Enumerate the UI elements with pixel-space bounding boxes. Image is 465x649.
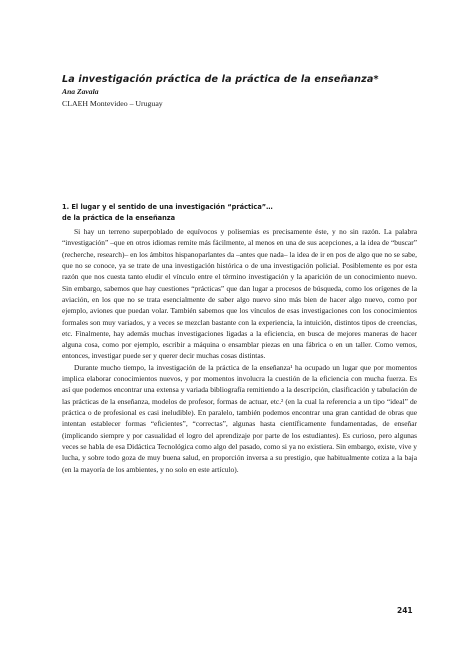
author-affiliation: CLAEH Montevideo – Uruguay: [62, 99, 163, 108]
paragraph-1: Si hay un terreno superpoblado de equívocos y polisemias es precisamente éste, y no sin razón. La palabra “investigación” –que en otros idiomas remite más fácilmente, al menos en una de sus acepciones, a la idea de “buscar” (recherche, research)– en los ámbitos hispanoparlantes da –antes que nada– la idea de ir en pos de algo que no se sabe, que no se conoce, ya se trate de una investigación histórica o de una investigación policial. Posiblemente es por esta razón que nos cuesta tanto eludir el vínculo entre el término investigación y la aparición de un conocimiento nuevo. Sin embargo, sabemos que hay cuestiones “prácticas” que dan lugar a procesos de búsqueda, como los orígenes de la aviación, en los que no se trata esencialmente de saber algo nuevo sino más bien de hacer algo nuevo, como por ejemplo, aviones que puedan volar. También sabemos que los vínculos de esas investigaciones con los conocimientos formales son muy variados, y a veces se mezclan bastante con la experiencia, la intuición, distintos tipos de creencias, etc. Finalmente, hay además muchas investigaciones ligadas a la eficiencia, en busca de mejores maneras de hacer alguna cosa, como por ejemplo, escribir a máquina o ensamblar piezas en una fábrica o en un taller. Como vemos, entonces, investigar puede ser y querer decir muchas cosas distintas.: [62, 227, 417, 361]
section-heading-line-1: 1. El lugar y el sentido de una investigación “práctica”…: [62, 203, 273, 211]
article-header: [62, 73, 422, 109]
page-number: 241: [397, 606, 413, 615]
paragraph-2: Durante mucho tiempo, la investigación de la práctica de la enseñanza¹ ha ocupado un lugar que por momentos implica elaborar conocimientos nuevos, y por momentos involucra la cuestión de la eficiencia con mucha fuerza. Es así que podemos encontrar una extensa y variada bibliografía remitiendo a la descripción, clasificación y tabulación de las prácticas de la enseñanza, modelos de profesor, formas de actuar, etc.² (en la cual la referencia a un tipo “ideal” de práctica o de profesional es casi ineludible). En paralelo, también podemos encontrar una gran cantidad de obras que intentan establecer formas “eficientes”, “correctas”, algunas hasta científicamente fundamentadas, de enseñar (implicando siempre y por casualidad el logro del aprendizaje por parte de los estudiantes). Es curioso, pero algunas veces se habla de esa Didáctica Tecnológica como algo del pasado, como si ya no existiera. Sin embargo, existe, vive y lucha, y sobre todo goza de muy buena salud, en proporción inversa a su prestigio, que habitualmente cotiza a la baja (en la mayoría de los ambientes, y no solo en este artículo).: [62, 362, 417, 474]
author-name: Ana Zavala: [62, 87, 99, 96]
section-heading-line-2: de la práctica de la enseñanza: [62, 214, 176, 222]
article-title: La investigación práctica de la práctica de la enseñanza*: [62, 74, 379, 85]
section-heading: [62, 202, 417, 224]
section-1: [62, 202, 417, 475]
